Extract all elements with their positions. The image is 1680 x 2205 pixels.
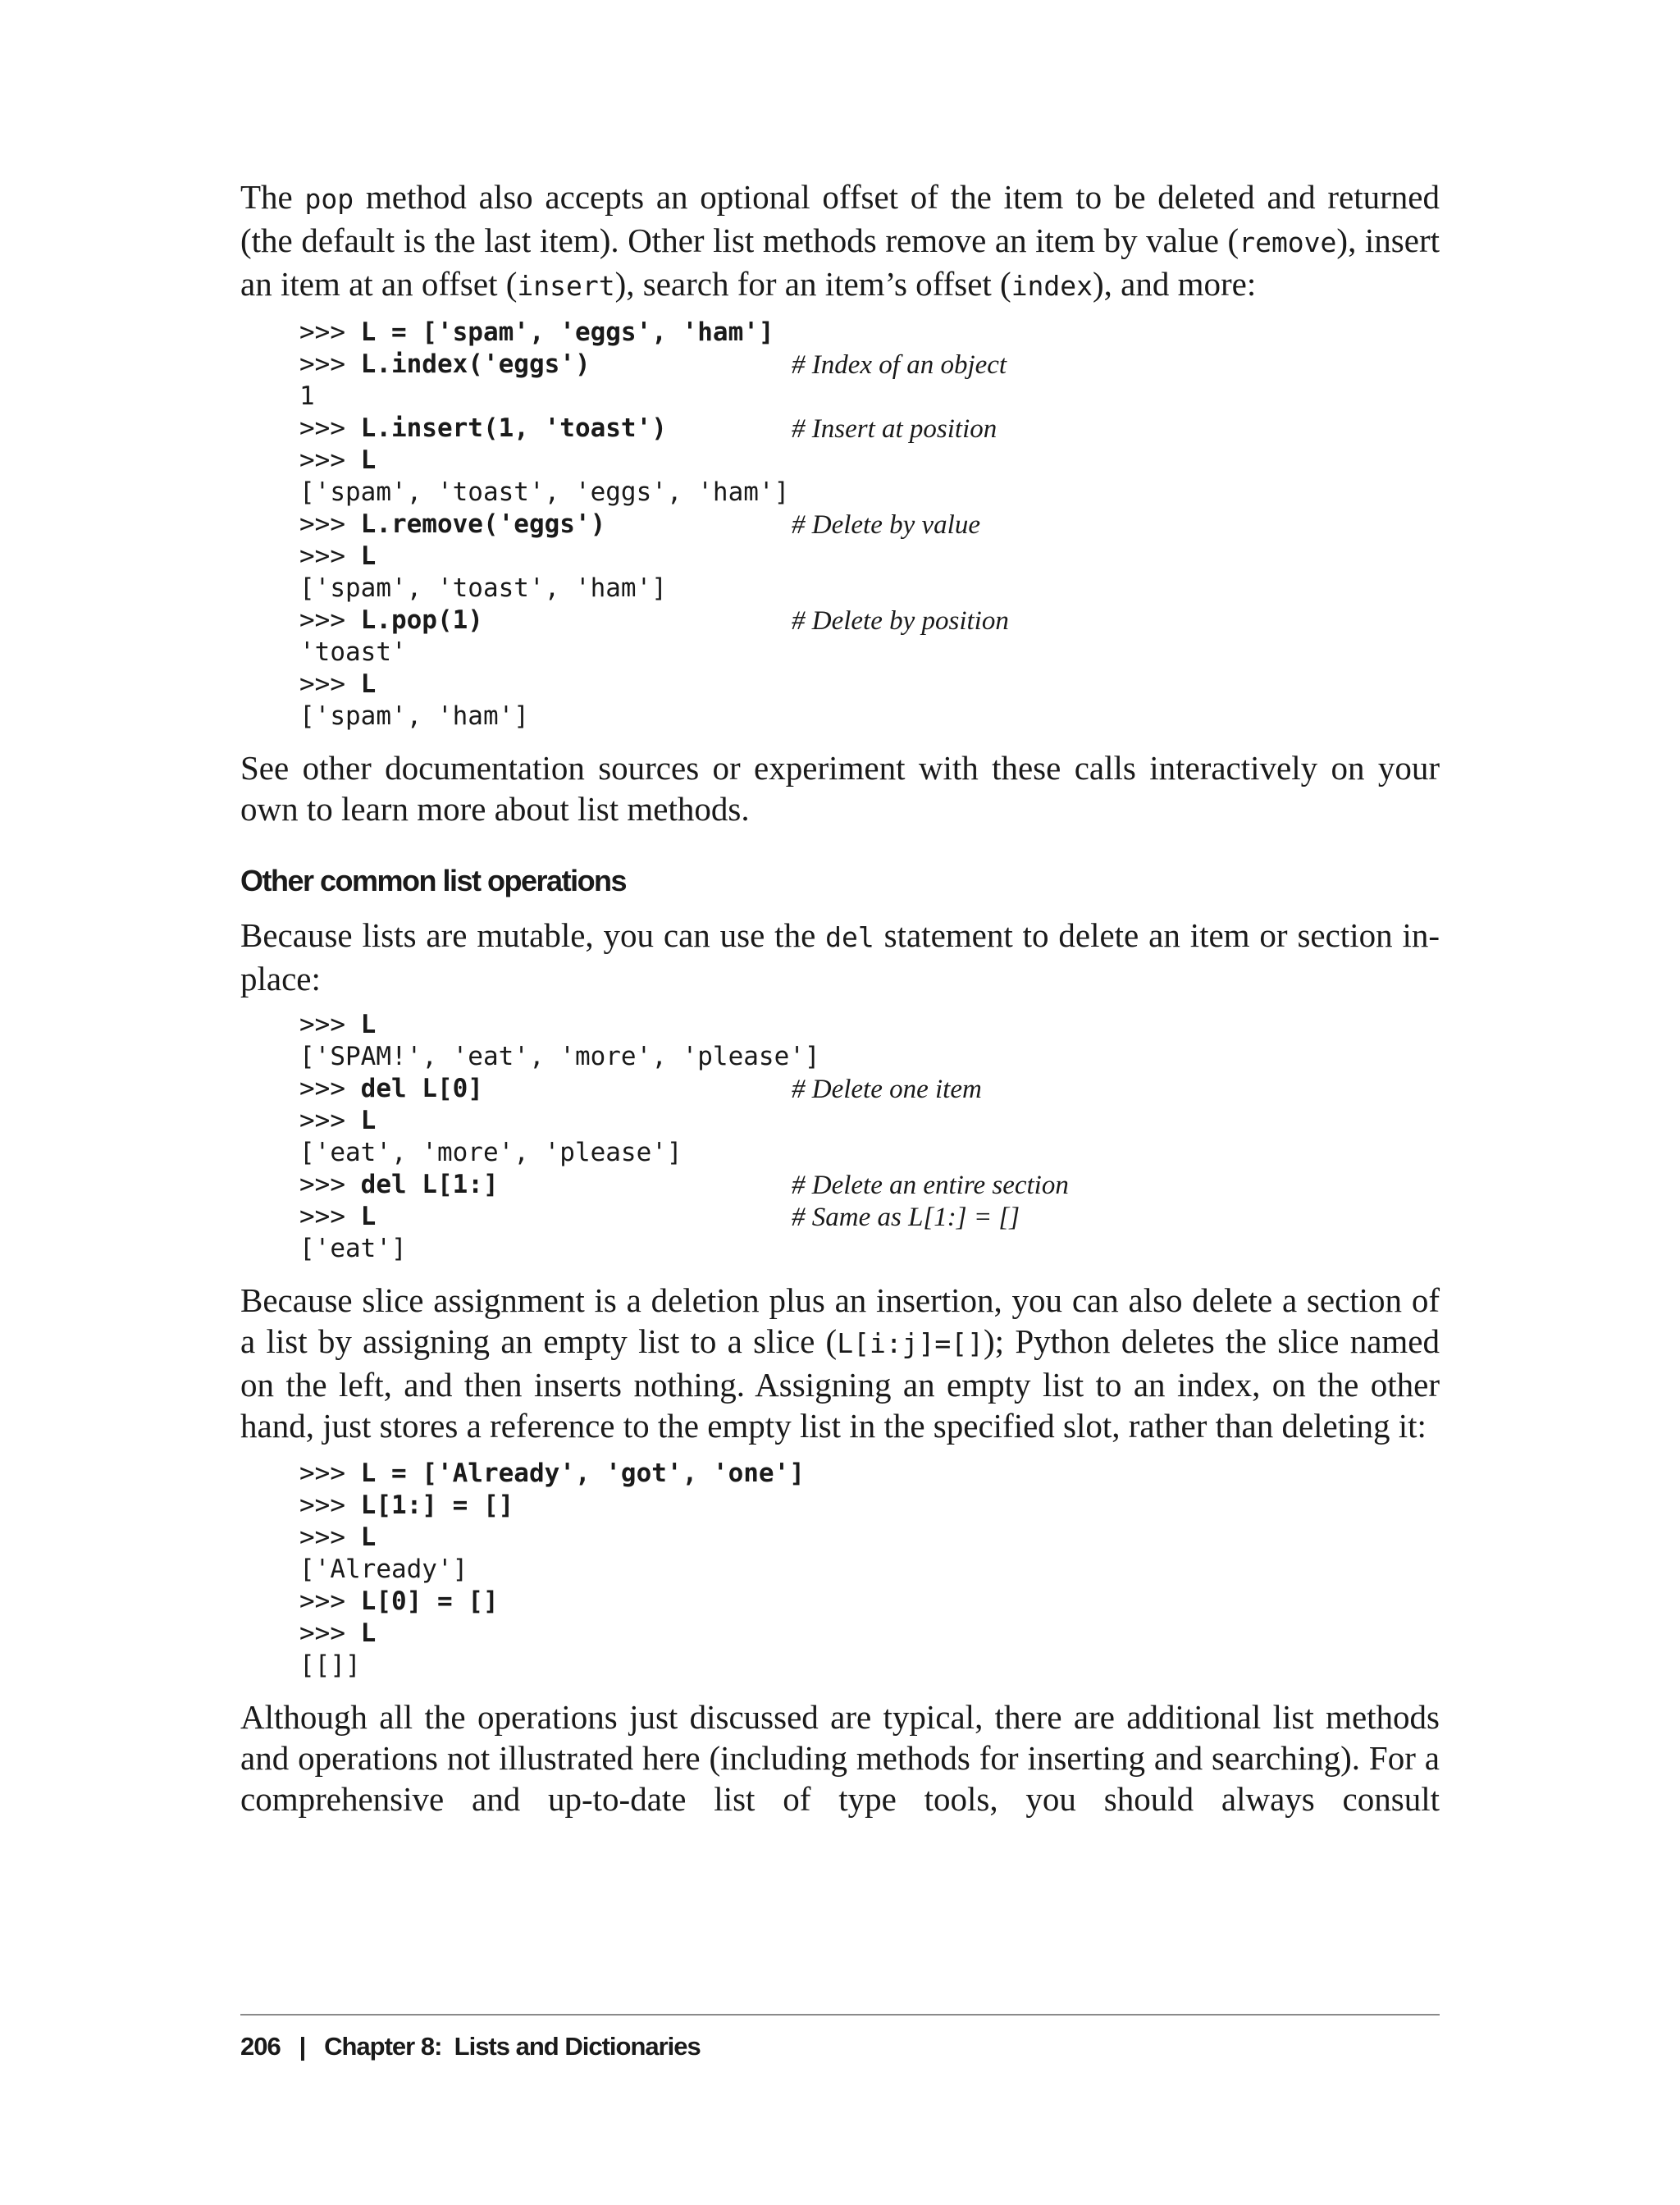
paragraph-slice-assignment <box>240 1280 1440 1446</box>
code-line <box>299 573 1440 605</box>
code-output: ['eat'] <box>299 1234 407 1263</box>
chapter-title: Chapter 8: Lists and Dictionaries <box>324 2032 701 2061</box>
code-block-slice-assignment <box>299 1458 1440 1682</box>
code-comment: # Delete an entire section <box>792 1171 1069 1200</box>
code-prompt: >>> <box>299 1618 361 1648</box>
code-line <box>299 381 1440 413</box>
code-output: ['eat', 'more', 'please'] <box>299 1138 682 1167</box>
code-command: L[0] = [] <box>360 1586 499 1616</box>
code-line <box>299 605 1440 637</box>
code-output: ['spam', 'toast', 'ham'] <box>299 573 667 603</box>
code-prompt: >>> <box>299 1074 361 1103</box>
code-prompt: >>> <box>299 1106 361 1135</box>
footer-separator: | <box>299 2032 306 2061</box>
code-line <box>299 477 1440 509</box>
code-prompt: >>> <box>299 605 361 635</box>
inline-code-index: index <box>1011 270 1093 302</box>
code-block-del <box>299 1009 1440 1265</box>
code-prompt: >>> <box>299 1459 361 1488</box>
code-command: L.remove('eggs') <box>360 509 606 539</box>
code-prompt: >>> <box>299 349 361 379</box>
code-line <box>299 541 1440 573</box>
code-comment: # Index of an object <box>792 350 1007 380</box>
code-line <box>299 349 1440 381</box>
code-line <box>299 1201 1440 1233</box>
code-command: L <box>360 1202 377 1231</box>
paragraph-text: ); Python deletes the slice named on the left, and then inserts nothing. Assigning an empty list to an index, on the other hand, just stores a reference to the empty list in the specified slot, rather than deleting it: <box>240 1322 1440 1445</box>
code-line <box>299 669 1440 701</box>
code-output: ['spam', 'toast', 'eggs', 'ham'] <box>299 477 790 507</box>
code-command: L <box>360 541 377 571</box>
footer-text <box>240 2032 701 2061</box>
code-output: 'toast' <box>299 637 407 667</box>
paragraph-additional-methods: Although all the operations just discussed are typical, there are additional list methods and operations not illustrated here (including methods for inserting and searching). For a comprehensive and up-to-date list of type tools, you should always consult <box>240 1698 1440 1818</box>
code-command: del L[1:] <box>360 1170 499 1199</box>
code-prompt: >>> <box>299 317 361 347</box>
code-line <box>299 1169 1440 1201</box>
page-number: 206 <box>240 2032 281 2061</box>
code-line <box>299 1073 1440 1105</box>
code-prompt: >>> <box>299 445 361 475</box>
code-comment: # Insert at position <box>792 414 998 444</box>
code-command: L <box>360 1618 377 1648</box>
code-command: L.index('eggs') <box>360 349 591 379</box>
page-footer <box>240 2014 1440 2061</box>
code-command: L = ['spam', 'eggs', 'ham'] <box>360 317 774 347</box>
code-comment: # Same as L[1:] = [] <box>792 1203 1020 1232</box>
code-prompt: >>> <box>299 1010 361 1039</box>
code-command: del L[0] <box>360 1074 483 1103</box>
code-comment: # Delete one item <box>792 1075 982 1104</box>
section-heading: Other common list operations <box>240 864 627 897</box>
code-command: L <box>360 1522 377 1552</box>
code-line <box>299 1041 1440 1073</box>
code-output: ['spam', 'ham'] <box>299 701 529 731</box>
code-line <box>299 1105 1440 1137</box>
paragraph-text: statement to delete an item or section in-place: <box>240 916 1440 998</box>
page-content <box>240 176 1440 1819</box>
code-command: L = ['Already', 'got', 'one'] <box>360 1459 805 1488</box>
code-line <box>299 637 1440 669</box>
code-command: L.insert(1, 'toast') <box>360 413 667 443</box>
code-prompt: >>> <box>299 669 361 699</box>
code-line <box>299 1586 1440 1618</box>
code-prompt: >>> <box>299 1522 361 1552</box>
paragraph-text: ), insert an item at an offset ( <box>240 221 1440 303</box>
inline-code-slice: L[i:j]=[] <box>837 1327 984 1359</box>
inline-code-del: del <box>825 921 874 953</box>
inline-code-pop: pop <box>304 183 354 215</box>
paragraph-pop-method <box>240 176 1440 307</box>
code-command: L.pop(1) <box>360 605 483 635</box>
code-prompt: >>> <box>299 1170 361 1199</box>
code-command: L <box>360 445 377 475</box>
inline-code-remove: remove <box>1239 226 1337 258</box>
code-line <box>299 413 1440 445</box>
code-line <box>299 317 1440 349</box>
code-block-list-methods <box>299 317 1440 733</box>
paragraph-see-other: See other documentation sources or experiment with these calls interactively on your own to learn more about list methods. <box>240 749 1440 828</box>
code-prompt: >>> <box>299 1491 361 1520</box>
code-line <box>299 1522 1440 1554</box>
code-command: L <box>360 1106 377 1135</box>
code-command: L <box>360 1010 377 1039</box>
code-comment: # Delete by position <box>792 606 1009 636</box>
code-line <box>299 1618 1440 1650</box>
code-line <box>299 1009 1440 1041</box>
code-prompt: >>> <box>299 541 361 571</box>
code-output: [[]] <box>299 1650 361 1680</box>
code-command: L <box>360 669 377 699</box>
code-line <box>299 445 1440 477</box>
code-line <box>299 1554 1440 1586</box>
code-prompt: >>> <box>299 1586 361 1616</box>
paragraph-text: method also accepts an optional offset of the item to be deleted and returned (the default is the last item). Other list methods remove an item by value ( <box>240 178 1440 259</box>
code-prompt: >>> <box>299 413 361 443</box>
code-line <box>299 1458 1440 1490</box>
code-line <box>299 1137 1440 1169</box>
paragraph-text: Because lists are mutable, you can use the <box>240 916 826 954</box>
code-line <box>299 509 1440 541</box>
code-output: 1 <box>299 381 315 411</box>
code-line <box>299 1233 1440 1265</box>
code-line <box>299 1490 1440 1522</box>
paragraph-text: ), and more: <box>1093 265 1257 303</box>
code-output: ['SPAM!', 'eat', 'more', 'please'] <box>299 1042 820 1071</box>
paragraph-text: The <box>240 178 305 216</box>
code-prompt: >>> <box>299 1202 361 1231</box>
paragraph-del-statement <box>240 915 1440 999</box>
code-comment: # Delete by value <box>792 510 980 540</box>
code-line <box>299 1650 1440 1682</box>
paragraph-text: ), search for an item’s offset ( <box>614 265 1011 303</box>
inline-code-insert: insert <box>517 270 615 302</box>
code-output: ['Already'] <box>299 1554 468 1584</box>
code-prompt: >>> <box>299 509 361 539</box>
paragraph-text: Because slice assignment is a deletion plus an insertion, you can also delete a section of a list by assigning an empty list to a slice ( <box>240 1281 1440 1360</box>
code-command: L[1:] = [] <box>360 1491 514 1520</box>
code-line <box>299 701 1440 733</box>
